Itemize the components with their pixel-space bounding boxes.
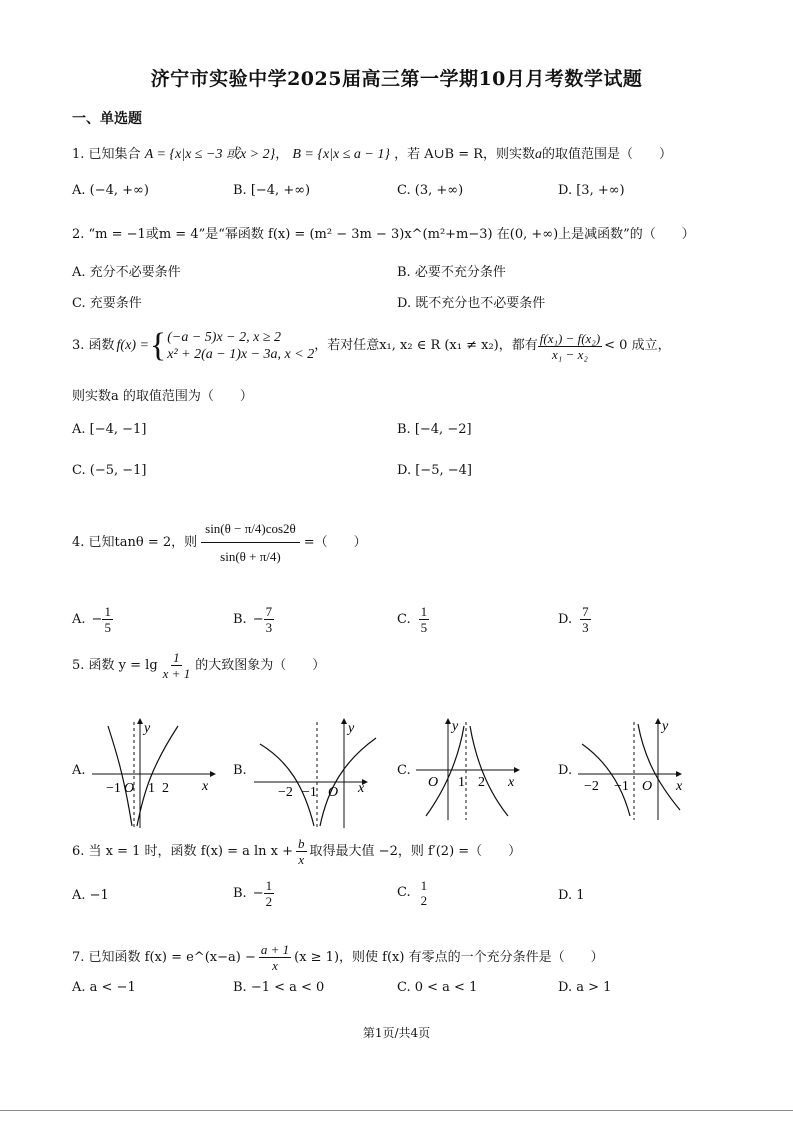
q4-d-frac [580,604,591,635]
q6-c-frac [421,878,428,908]
q2-option-d: D. 既不充分也不必要条件 [397,296,546,311]
graph-c-curve-left [426,726,464,816]
q5-graph-a-label: A. [72,763,86,778]
q3-cases [167,329,314,363]
q5-graph-c [414,716,544,834]
q4-b-sign: − [252,611,264,627]
q7-stem-a: 7. 已知函数 f(x) = e^(x−a) − [72,949,256,965]
q4-b-num: 7 [265,604,273,619]
q4-den: sin(θ + π/4) [220,549,281,564]
q4-option-b [233,604,274,635]
graph-b-y-arrow [341,718,347,724]
q6-b-label: B. [233,885,247,901]
q1-stem-a: 1. 已知集合 [72,147,141,162]
q5-stem-b: 的大致图象为（ ） [195,657,326,673]
q1-option-c: C. (3, +∞) [397,183,464,198]
q5-graph-b-label: B. [233,763,247,778]
section-heading: 一、单选题 [72,111,142,127]
q4-stem-a: 4. 已知tanθ = 2，则 [72,534,198,550]
graph-d-tick-neg2: −2 [584,779,599,794]
q5-stem-a: 5. 函数 y = lg [72,657,158,673]
q4-c-frac [419,604,430,635]
graph-a-x-arrow [210,771,216,777]
q4-a-label: A. [72,611,86,627]
page-title: 济宁市实验中学2025届高三第一学期10月月考数学试题 [150,68,643,90]
q4-a-num: 1 [104,604,111,619]
q3-option-a: A. [−4, −1] [72,422,147,437]
page-footer: 第1页/共4页 [362,1026,431,1040]
graph-d-tick-neg1: −1 [614,779,629,794]
question-2-stem: 2. “m = −1或m = 4”是“幂函数 f(x) = (m² − 3m − 3)x^(m²+m−3) 在(0, +∞)上是减函数”的（ ） [72,227,695,242]
graph-d-y-label: y [662,719,669,734]
q5-graph-d [576,716,694,834]
graph-a-tick-neg1: −1 [106,781,121,796]
q3-stem-d: 则实数a 的取值范围为（ ） [72,389,253,404]
bottom-divider [0,1110,793,1111]
q4-c-den: 5 [420,620,428,635]
graph-a-curve-left [108,726,135,826]
graph-a-curve-right [137,726,178,826]
graph-a-y-arrow [137,718,143,724]
q5-frac-num: 1 [173,650,180,665]
graph-c-x-arrow [514,767,520,773]
graph-c-tick-origin: O [428,775,439,790]
q6-stem-b: 取得最大值 −2，则 f′(2) =（ ） [309,843,522,859]
question-3-stem [72,329,671,363]
q6-frac-den: x [298,852,305,867]
q7-frac-num: a + 1 [260,942,290,957]
question-6-stem [72,836,521,867]
q1-stem-c: 的取值范围是（ ） [542,147,673,162]
q6-option-c [397,878,427,908]
q1-option-b: B. [−4, +∞) [233,183,311,198]
q7-option-d: D. a > 1 [558,980,612,995]
q4-c-label: C. [397,611,411,627]
graph-d-y-arrow [655,718,661,724]
q4-a-den: 5 [104,620,111,635]
q4-d-label: D. [558,611,573,627]
q7-option-b: B. −1 < a < 0 [233,980,325,995]
q3-stem-c: < 0 成立， [604,338,671,353]
q2-option-a: A. 充分不必要条件 [72,265,181,280]
q6-fraction [296,836,307,867]
q7-option-c: C. 0 < a < 1 [397,980,478,995]
q6-option-b [233,878,274,909]
q1-stem-b: ，若 A∪B = R，则实数 [394,147,536,162]
q2-option-c: C. 充要条件 [72,296,142,311]
graph-b-x-label: x [358,781,365,796]
q6-b-frac [264,878,275,909]
q4-b-frac [264,604,275,635]
graph-a-y-label: y [144,721,151,736]
q6-c-label: C. [397,885,411,900]
q1-set-a: A = {x|x ≤ −3 或x > 2} [144,147,276,162]
q6-b-den: 2 [265,894,273,909]
q5-graph-c-label: C. [397,763,411,778]
q1-option-a: A. (−4, +∞) [72,183,149,198]
q4-fraction [201,515,300,570]
graph-c-y-label: y [452,719,459,734]
question-4-stem [72,515,367,570]
graph-a-x-label: x [202,779,209,794]
graph-c-tick-1: 1 [458,775,465,790]
q4-stem-b: =（ ） [303,534,367,550]
graph-d-tick-origin: O [642,779,653,794]
q4-b-den: 3 [265,620,273,635]
q4-a-frac [102,604,113,635]
q6-option-a: A. −1 [72,888,109,903]
q4-option-d [558,604,591,635]
q3-stem-b: ，若对任意x₁, x₂ ∈ R (x₁ ≠ x₂)，都有 [314,338,538,353]
q3-brace: { [149,327,167,364]
q3-case-1: (−a − 5)x − 2, x ≥ 2 [167,330,282,345]
q6-b-sign: − [252,885,264,901]
graph-b-tick-neg1: −1 [302,785,317,800]
graph-d-x-label: x [676,779,683,794]
q4-b-label: B. [233,611,247,627]
q3-stem-a: 3. 函数 [72,338,115,353]
graph-c-curve-right [470,726,508,816]
graph-d-curve-right [638,724,680,810]
q6-option-d: D. 1 [558,888,585,903]
q6-frac-num: b [298,836,305,851]
graph-c-y-arrow [445,718,451,724]
q3-option-b: B. [−4, −2] [397,422,472,437]
graph-a-tick-2: 2 [162,781,169,796]
q7-stem-b: (x ≥ 1)，则使 f(x) 有零点的一个充分条件是（ ） [294,949,604,965]
q7-fraction [259,942,291,973]
graph-b-tick-neg2: −2 [278,785,293,800]
q3-frac-den: x₁ − x₂ [552,346,588,362]
q5-graph-a [90,716,220,834]
graph-b-tick-origin: O [328,785,339,800]
q4-d-num: 7 [582,604,589,619]
graph-c-x-label: x [508,775,515,790]
q3-fraction [538,331,602,362]
q5-frac-den: x + 1 [162,666,191,681]
q1-set-b: B = {x|x ≤ a − 1} [292,147,390,162]
q1-var: a [535,147,543,162]
q4-c-num: 1 [420,604,428,619]
q6-c-den: 2 [420,893,428,908]
q5-fraction [161,650,193,681]
q6-b-num: 1 [265,878,273,893]
graph-a-tick-origin: O [124,781,135,796]
q7-frac-den: x [272,958,278,973]
q6-stem-a: 6. 当 x = 1 时，函数 f(x) = a ln x + [72,843,294,859]
q5-graph-d-label: D. [558,763,573,778]
question-1-stem: 1. 已知集合 A = {x|x ≤ −3 或x > 2}， B = {x|x ≤ a − 1} ，若 A∪B = R，则实数a的取值范围是（ ） [72,147,673,162]
q2-option-b: B. 必要不充分条件 [397,265,506,280]
q1-option-d: D. [3, +∞) [558,183,625,198]
q3-frac-num: f(x₁) − f(x₂) [539,330,601,346]
graph-a-tick-1: 1 [148,781,155,796]
q4-option-a [72,604,113,635]
question-5-stem [72,650,325,681]
q4-option-c [397,604,429,635]
q3-option-c: C. (−5, −1] [72,463,147,478]
graph-b-y-label: y [348,721,355,736]
q7-option-a: A. a < −1 [72,980,136,995]
q4-num: sin(θ − π/4)cos2θ [201,515,300,543]
graph-d-x-arrow [676,771,682,777]
q3-fx: f(x) = [116,338,149,353]
q5-graph-b [252,716,382,834]
q3-case-2: x² + 2(a − 1)x − 3a, x < 2 [167,347,315,362]
q6-c-num: 1 [420,878,428,893]
q3-option-d: D. [−5, −4] [397,463,472,478]
question-7-stem [72,942,604,973]
graph-c-tick-2: 2 [478,775,485,790]
q4-d-den: 3 [582,620,589,635]
q4-a-sign: − [91,611,103,627]
